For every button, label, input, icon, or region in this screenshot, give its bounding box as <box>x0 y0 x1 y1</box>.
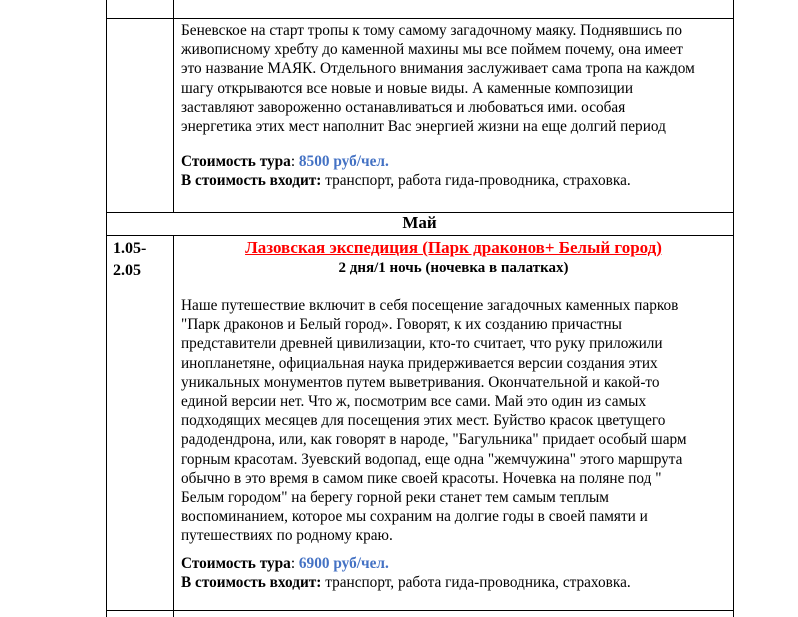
tour-date-start: 1.05- <box>113 240 147 257</box>
description-line: энергетика этих мест наполнит Вас энергией жизни на еще долгий период <box>181 117 666 135</box>
description-line: горным красотам. Зуевский водопад, еще одна "жемчужина" этого маршрута <box>181 450 683 468</box>
top-tour-price <box>181 152 389 171</box>
table-border-column-divider <box>173 0 174 213</box>
includes-label: В стоимость входит: <box>181 574 322 591</box>
description-line: воспоминанием, которое мы сохраним на долгие годы в своей памяти и <box>181 508 648 526</box>
description-line: заставляют завороженно останавливаться и любоваться ими. особая <box>181 98 626 116</box>
table-border-top <box>106 18 734 19</box>
description-line: представители древней цивилизации, кто-то считает, что руку приложили <box>181 335 663 353</box>
description-line: радодендрона, или, как говорят в народе, "Багульника" придает особый шарм <box>181 431 687 449</box>
table-border-column-divider <box>173 235 174 617</box>
price-separator: : <box>290 153 299 170</box>
description-line: инопланетяне, официальная наука придерживается версии создания этих <box>181 354 658 372</box>
description-line: Наше путешествие включит в себя посещение загадочных каменных парков <box>181 297 679 314</box>
price-value: 8500 руб/чел. <box>298 153 389 170</box>
tour-dates <box>113 238 146 282</box>
tour-title: Лазовская экспедиция (Парк драконов+ Белый город) <box>245 238 662 257</box>
tour-price <box>181 554 389 573</box>
description-line: единой версии нет. Что ж, посмотрим все сами. Май это один из самых <box>181 392 647 410</box>
top-tour-includes <box>181 171 631 190</box>
tour-includes <box>181 573 631 592</box>
price-separator: : <box>290 555 299 572</box>
description-line: живописному хребту до каменной махины мы все поймем почему, она имеет <box>181 41 683 59</box>
description-line: подходящих месяцев для посещения этих мест. Буйство красок цветущего <box>181 412 666 430</box>
price-value: 6900 руб/чел. <box>298 555 389 572</box>
includes-label: В стоимость входит: <box>181 172 322 189</box>
tour-subtitle: 2 дня/1 ночь (ночевка в палатках) <box>338 260 569 276</box>
table-border-left <box>106 0 107 617</box>
price-label: Стоимость тура <box>181 153 291 170</box>
table-border-right <box>733 0 734 617</box>
month-header: Май <box>402 213 437 232</box>
description-line: шагу открываются все новые и новые виды. А каменные композиции <box>181 79 634 97</box>
description-line: это название МАЯК. Отдельного внимания заслуживает сама тропа на каждом <box>181 60 695 78</box>
includes-text: транспорт, работа гида-проводника, страховка. <box>321 574 631 591</box>
tour-description <box>181 296 687 545</box>
table-row-divider <box>106 610 734 611</box>
table-row-divider <box>106 235 734 236</box>
description-line: Белым городом" на берегу горной реки станет тем самым теплым <box>181 488 609 506</box>
description-line: Беневское на старт тропы к тому самому загадочному маяку. Поднявшись по <box>181 22 683 39</box>
includes-text: транспорт, работа гида-проводника, страховка. <box>321 172 631 189</box>
description-line: путешествиях по родному краю. <box>181 527 393 545</box>
price-label: Стоимость тура <box>181 555 291 572</box>
description-line: уникальных монументов путем выветривания. Окончательной и какой-то <box>181 373 660 391</box>
description-line: "Парк драконов и Белый город». Говорят, к их созданию причастны <box>181 316 622 334</box>
tour-date-end: 2.05 <box>113 262 141 279</box>
top-tour-description <box>181 21 695 136</box>
description-line: обычно в это время в самом пике своей красоты. Ночевка на поляне под " <box>181 469 662 487</box>
